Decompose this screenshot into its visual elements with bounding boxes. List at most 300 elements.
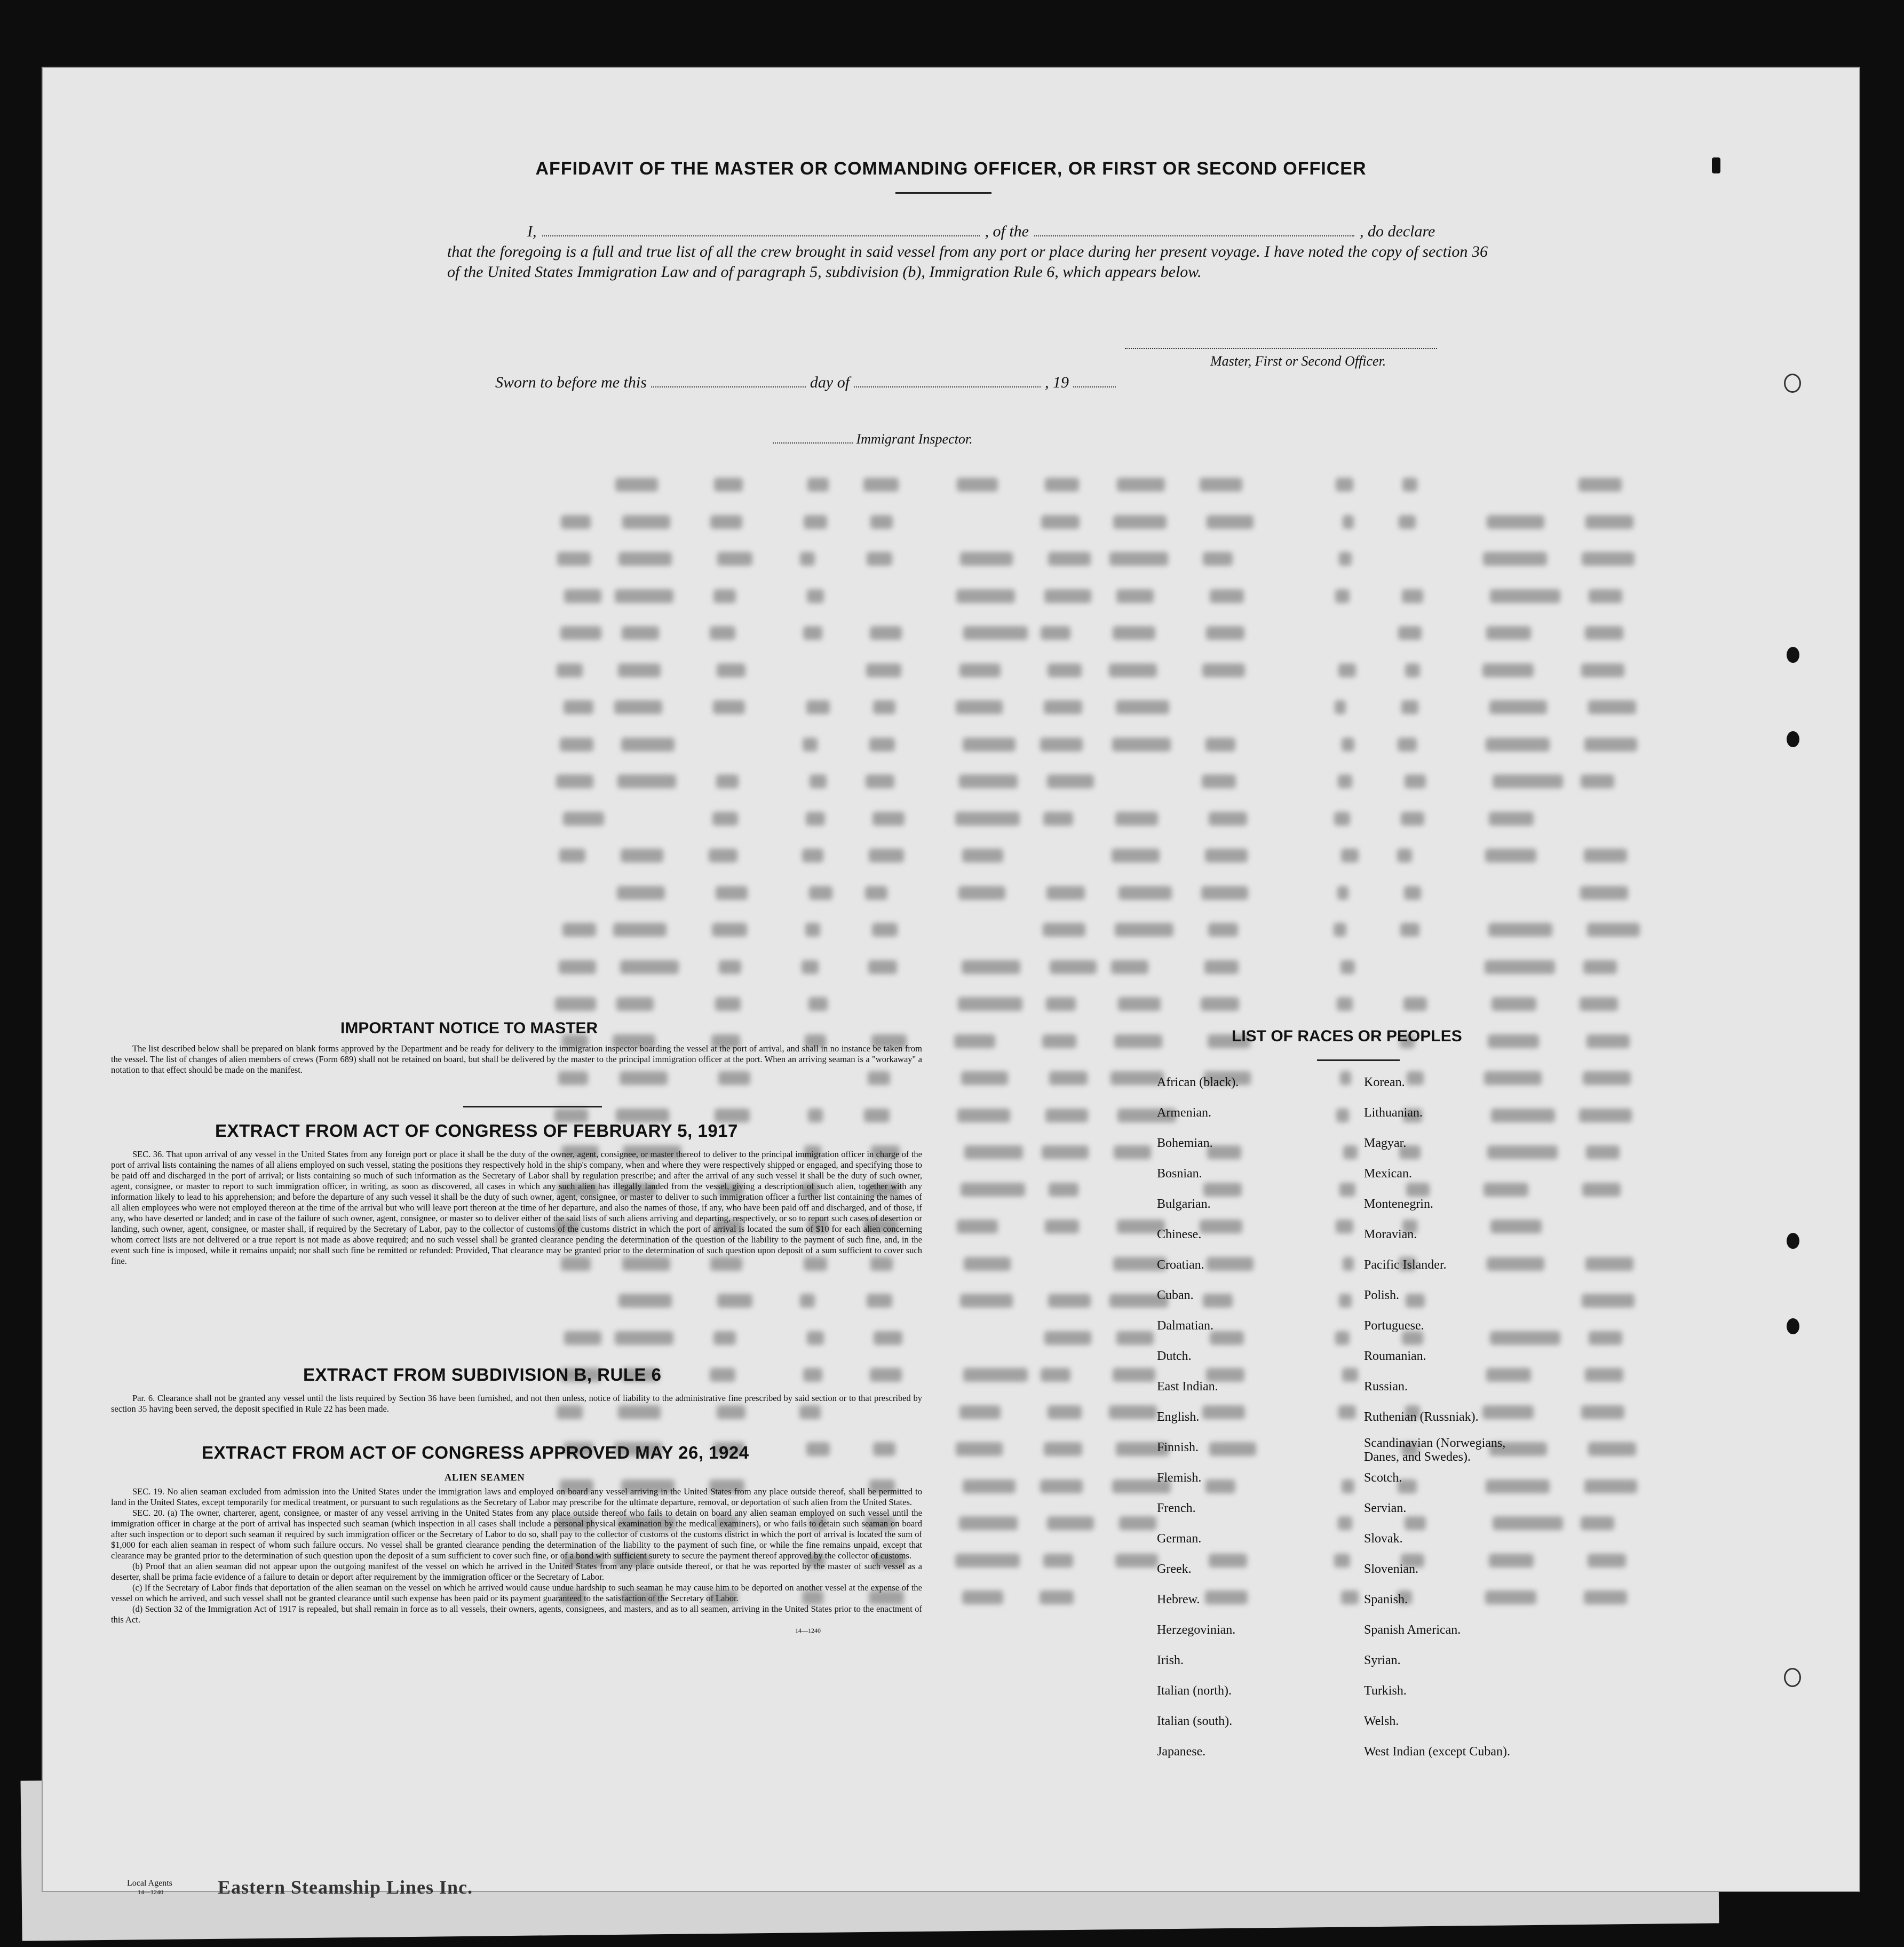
bleed-through-mark (1486, 1368, 1531, 1382)
bleed-through-mark (870, 626, 902, 640)
bleed-through-mark (808, 997, 828, 1011)
binder-hole (1787, 1233, 1799, 1249)
bleed-through-mark (963, 1368, 1028, 1382)
bleed-through-mark (1582, 1294, 1635, 1308)
bleed-through-mark (1584, 1590, 1627, 1604)
race-item: Korean. (1364, 1075, 1405, 1089)
bleed-through-mark (1584, 738, 1637, 751)
bleed-through-mark (959, 1405, 1001, 1419)
bleed-through-mark (1111, 960, 1148, 974)
bleed-through-row (501, 1368, 1685, 1385)
bleed-through-mark (1048, 552, 1091, 566)
bleed-through-mark (868, 960, 897, 974)
bleed-through-mark (559, 849, 585, 862)
bleed-through-mark (1042, 1034, 1076, 1048)
bleed-through-mark (1485, 849, 1536, 862)
bleed-through-mark (1209, 1554, 1247, 1568)
bleed-through-mark (874, 1331, 902, 1345)
bleed-through-mark (1113, 515, 1167, 529)
race-item: Hebrew. (1157, 1593, 1200, 1606)
extract-1917-text: SEC. 36. That upon arrival of any vessel in the United States from any foreign port or place it shall be the duty of the owner, agent, consignee, or master thereof to deliver to the principal immigration officer in charge of the port of arrival lists containing the names of all aliens employed on such vessel, stating the positions they respectively hold in the ship's company, when and where they were respectively shipped or engaged, and specifying those to be paid off and discharged in the port of arrival; or lists containing so much of such information as the Secretary of Labor shall by regulation prescribe; and after the arrival of any such vessel it shall be the duty of such owner, agent, consignee, or master to report to such immigration officer, in writing, as soon as discovered, all cases in which any such alien has illegally landed from the vessel, giving a description of such alien, together with any information likely to lead to his apprehension; and before the departure of any such vessel it shall be the duty of such owner, agent, consignee, or master to deliver to such immigration officer a further list containing the names of all alien employees who were not employed thereon at the time of the arrival but who will leave port thereon at the time of her departure, and also the names of those, if any, who have been paid off and discharged, and of those, if any, who have deserted or landed; and in case of the failure of such owner, agent, consignee, or master so to deliver either of the said lists of such aliens arriving and departing, respectively, or so to report such cases of desertion or landing, such owner, agent, consignee, or master shall, if required by the Secretary of Labor, pay to the collector of customs of the customs district in which the port of arrival is located the sum of $10 for each alien concerning whom correct lists are not delivered or a true report is not made as above required; and no such vessel shall be granted clearance pending the determination of the question of the liability to the payment of such fine, and, in the event such fine is imposed, while it remains unpaid; nor shall such fine be remitted or refunded: Provided, That clearance may be granted prior to the determination of such question upon deposit of a sum sufficient to cover such fine. (111, 1149, 922, 1266)
bleed-through-mark (615, 478, 658, 492)
bleed-through-mark (712, 923, 747, 937)
bleed-through-mark (963, 738, 1016, 751)
bleed-through-mark (1485, 1590, 1536, 1604)
race-item: Mexican. (1364, 1167, 1412, 1181)
affidavit-title: AFFIDAVIT OF THE MASTER OR COMMANDING OFFICER, OR FIRST OR SECOND OFFICER (535, 159, 1367, 179)
sworn-month-field[interactable] (854, 374, 1041, 387)
bleed-through-mark (1342, 738, 1354, 751)
race-item: Dalmatian. (1157, 1319, 1213, 1333)
bleed-through-row (501, 923, 1685, 940)
bleed-through-mark (1109, 663, 1157, 677)
bleed-through-mark (1405, 774, 1426, 788)
bleed-through-mark (1335, 700, 1346, 714)
bleed-through-mark (1046, 886, 1085, 900)
race-item: English. (1157, 1410, 1200, 1424)
bleed-through-mark (1588, 1554, 1626, 1568)
bleed-through-mark (1405, 1516, 1426, 1530)
bleed-through-mark (1334, 1554, 1350, 1568)
race-item: Cuban. (1157, 1288, 1194, 1302)
bleed-through-mark (1336, 1109, 1349, 1122)
bleed-through-row (501, 812, 1685, 829)
bleed-through-mark (714, 478, 743, 492)
bleed-through-mark (1202, 1405, 1245, 1419)
race-item: Lithuanian. (1364, 1106, 1423, 1120)
bleed-through-mark (1209, 1442, 1256, 1456)
bleed-through-mark (1042, 1145, 1089, 1159)
bleed-through-mark (807, 1331, 824, 1345)
bleed-through-mark (1584, 1479, 1637, 1493)
bleed-through-mark (1335, 589, 1350, 603)
bleed-through-mark (1119, 1516, 1156, 1530)
bleed-through-mark (1337, 997, 1353, 1011)
race-item: Syrian. (1364, 1653, 1401, 1667)
race-item: Ruthenian (Russniak). (1364, 1410, 1479, 1424)
bleed-through-mark (1205, 1590, 1248, 1604)
race-item: Magyar. (1364, 1136, 1407, 1150)
race-item: Spanish. (1364, 1593, 1408, 1606)
race-item: Slovenian. (1364, 1562, 1418, 1576)
bleed-through-mark (959, 663, 1001, 677)
race-item: Scotch. (1364, 1471, 1402, 1485)
race-item: Slovak. (1364, 1532, 1403, 1546)
bleed-through-mark (1210, 589, 1244, 603)
bleed-through-mark (1584, 849, 1627, 862)
race-item: Pacific Islander. (1364, 1258, 1447, 1272)
bleed-through-mark (1203, 552, 1233, 566)
bleed-through-mark (1482, 1405, 1534, 1419)
bleed-through-mark (1399, 515, 1416, 529)
bleed-through-mark (713, 1331, 736, 1345)
bleed-through-mark (1048, 1294, 1091, 1308)
bleed-through-mark (869, 849, 904, 862)
bleed-through-mark (964, 1257, 1011, 1271)
bleed-through-mark (866, 774, 894, 788)
bleed-through-mark (807, 589, 824, 603)
bleed-through-mark (1586, 1145, 1620, 1159)
signature-caption: Master, First or Second Officer. (1210, 353, 1386, 369)
race-item: Croatian. (1157, 1258, 1204, 1272)
bleed-through-mark (557, 663, 583, 677)
bleed-through-mark (873, 1442, 895, 1456)
bleed-through-mark (1335, 1331, 1350, 1345)
bleed-through-mark (1489, 700, 1547, 714)
bleed-through-mark (957, 1109, 1010, 1122)
bleed-through-mark (1046, 997, 1076, 1011)
bleed-through-mark (561, 515, 591, 529)
bleed-through-mark (556, 774, 593, 788)
notice-title: IMPORTANT NOTICE TO MASTER (340, 1019, 598, 1037)
bleed-through-mark (1489, 1554, 1534, 1568)
bleed-through-mark (963, 1479, 1016, 1493)
sworn-date-field[interactable] (651, 374, 806, 387)
race-item: African (black). (1157, 1075, 1239, 1089)
binder-ring (1784, 1668, 1801, 1687)
bleed-through-mark (1588, 700, 1636, 714)
bleed-through-mark (1581, 774, 1614, 788)
sec-19: SEC. 19. No alien seaman excluded from admission into the United States under the immigration laws and employed on board any vessel arriving in the United States from any place outside thereof, shall be permitted to land in the United States, except temporarily for medical treatment, or pursuant to such regulations as the Secretary of Labor may prescribe for the ultimate departure, removal, or deportation of such alien from the United States. (111, 1486, 922, 1507)
bleed-through-mark (1488, 923, 1552, 937)
bleed-through-mark (962, 960, 1020, 974)
bleed-through-mark (1339, 1183, 1355, 1197)
extract-1924-title: EXTRACT FROM ACT OF CONGRESS APPROVED MAY 26, 1924 (202, 1443, 749, 1462)
local-agents-label: Local Agents 14—1240 (127, 1879, 172, 1896)
bleed-through-mark (1407, 1071, 1424, 1085)
extract-1917-title: EXTRACT FROM ACT OF CONGRESS OF FEBRUARY 5, 1917 (215, 1121, 738, 1141)
bleed-through-mark (808, 1109, 823, 1122)
bleed-through-mark (1338, 663, 1356, 677)
bleed-through-mark (1585, 1257, 1633, 1271)
sec-20d: (d) Section 32 of the Immigration Act of 1917 is repealed, but shall remain in force as to all vessels, their owners, agents, consignees, and masters, and as to all seamen, arriving in the United States prior to the enactment of this Act. (111, 1604, 922, 1625)
bleed-through-mark (962, 1590, 1003, 1604)
bleed-through-mark (872, 923, 898, 937)
bleed-through-row (501, 1331, 1685, 1348)
bleed-through-mark (1204, 960, 1239, 974)
bleed-through-mark (564, 589, 601, 603)
bleed-through-mark (1118, 886, 1172, 900)
bleed-through-mark (806, 1442, 830, 1456)
race-item: French. (1157, 1501, 1196, 1515)
race-item: West Indian (except Cuban). (1364, 1745, 1510, 1759)
inspector-signature-field[interactable] (773, 433, 853, 444)
bleed-through-mark (1484, 1071, 1542, 1085)
bleed-through-row (501, 1294, 1685, 1311)
bleed-through-mark (1587, 923, 1640, 937)
bleed-through-row (501, 700, 1685, 717)
rule6-text: Par. 6. Clearance shall not be granted any vessel until the lists required by Section 36 have been furnished, and not then unless, notice of liability to the administrative fine prescribed by said section or to that prescribed by section 35 having been served, the deposit specified in Rule 22 has been made. (111, 1393, 922, 1414)
bleed-through-mark (1203, 1294, 1233, 1308)
alien-seamen-subtitle: ALIEN SEAMEN (445, 1472, 525, 1483)
bleed-through-mark (1405, 663, 1420, 677)
margin-mark (1712, 157, 1720, 173)
bleed-through-mark (717, 552, 752, 566)
bleed-through-mark (1582, 552, 1635, 566)
bleed-through-mark (1485, 960, 1555, 974)
bleed-through-mark (1583, 1071, 1631, 1085)
bleed-through-mark (800, 1294, 815, 1308)
bleed-through-mark (1040, 1590, 1074, 1604)
bleed-through-mark (1109, 1405, 1157, 1419)
bleed-through-mark (1338, 774, 1352, 788)
bleed-through-mark (1581, 1516, 1614, 1530)
sworn-year-label: , 19 (1045, 374, 1069, 391)
bleed-through-mark (1398, 738, 1417, 751)
bleed-through-mark (1580, 997, 1618, 1011)
sec-20c: (c) If the Secretary of Labor finds that deportation of the alien seaman on the vessel on which he arrived would cause undue hardship to such seaman he may cause him to be deported on another vessel at the expense of the vessel on which he arrived, and such vessel shall not be granted clearance until such expense has been paid or its payment guaranteed to the satisfaction of the Secretary of Labor. (111, 1582, 922, 1603)
signature-line[interactable] (1125, 348, 1437, 349)
bleed-through-mark (870, 1368, 902, 1382)
bleed-through-mark (1343, 515, 1354, 529)
bleed-through-row (501, 589, 1685, 606)
bleed-through-mark (1336, 1220, 1353, 1233)
bleed-through-mark (1585, 626, 1623, 640)
bleed-through-mark (1343, 1145, 1358, 1159)
bleed-through-mark (1340, 1071, 1351, 1085)
binder-hole (1787, 731, 1799, 747)
bleed-through-mark (616, 1109, 669, 1122)
inspector-line (773, 431, 973, 447)
bleed-through-mark (959, 1516, 1018, 1530)
race-item: Herzegovinian. (1157, 1623, 1236, 1637)
bleed-through-mark (621, 738, 675, 751)
declarant-name-field[interactable] (542, 223, 980, 236)
race-item: Welsh. (1364, 1714, 1399, 1728)
race-item: German. (1157, 1532, 1202, 1546)
bleed-through-mark (715, 1109, 750, 1122)
bleed-through-mark (1338, 1405, 1356, 1419)
bleed-through-mark (805, 923, 820, 937)
bleed-through-mark (1114, 1145, 1151, 1159)
bleed-through-mark (1342, 1368, 1358, 1382)
bleed-through-row (501, 849, 1685, 866)
bleed-through-mark (1114, 1034, 1162, 1048)
sworn-year-field[interactable] (1073, 374, 1116, 387)
bleed-through-mark (1579, 1109, 1632, 1122)
bleed-through-mark (806, 700, 830, 714)
bleed-through-mark (1044, 589, 1091, 603)
bleed-through-mark (1580, 886, 1628, 900)
bleed-through-row (501, 960, 1685, 977)
bleed-through-mark (956, 1442, 1003, 1456)
bleed-through-mark (1486, 1479, 1550, 1493)
bleed-through-mark (867, 1294, 892, 1308)
bleed-through-mark (1205, 1479, 1235, 1493)
bleed-through-mark (955, 1554, 1020, 1568)
bleed-through-mark (810, 774, 827, 788)
bleed-through-mark (1044, 1442, 1082, 1456)
bleed-through-mark (1489, 812, 1534, 826)
notice-rule (463, 1106, 602, 1107)
bleed-through-mark (557, 552, 591, 566)
bleed-through-mark (1041, 1368, 1070, 1382)
bleed-through-mark (717, 663, 745, 677)
bleed-through-mark (960, 552, 1013, 566)
bleed-through-mark (555, 997, 596, 1011)
race-item: Polish. (1364, 1288, 1400, 1302)
bleed-through-mark (1487, 1257, 1544, 1271)
bleed-through-mark (1041, 515, 1080, 529)
bleed-through-mark (1341, 849, 1359, 862)
race-item: Moravian. (1364, 1228, 1417, 1241)
bleed-through-mark (1112, 849, 1160, 862)
bleed-through-mark (1200, 478, 1242, 492)
bleed-through-mark (710, 1368, 735, 1382)
race-item: Turkish. (1364, 1684, 1407, 1698)
vessel-prefix: , of the (985, 223, 1029, 240)
bleed-through-mark (1578, 478, 1622, 492)
bleed-through-mark (1047, 1516, 1094, 1530)
bleed-through-mark (1117, 478, 1165, 492)
bleed-through-mark (1401, 700, 1418, 714)
bleed-through-mark (954, 1034, 995, 1048)
bleed-through-mark (1201, 886, 1248, 900)
bleed-through-mark (1205, 849, 1248, 862)
race-item: Japanese. (1157, 1745, 1206, 1759)
bleed-through-row (501, 886, 1685, 903)
bleed-through-mark (613, 923, 667, 937)
bleed-through-mark (716, 774, 739, 788)
bleed-through-mark (1118, 997, 1161, 1011)
bleed-through-mark (1336, 478, 1353, 492)
bleed-through-mark (1050, 960, 1097, 974)
bleed-through-mark (1041, 626, 1070, 640)
affidavit-body (447, 221, 1488, 282)
bleed-through-mark (1487, 515, 1544, 529)
bleed-through-mark (1402, 478, 1417, 492)
bleed-through-mark (1493, 1516, 1563, 1530)
bleed-through-mark (618, 552, 672, 566)
binder-ring (1784, 374, 1801, 393)
bleed-through-mark (800, 552, 815, 566)
bleed-through-mark (559, 960, 596, 974)
bleed-through-mark (1109, 552, 1168, 566)
bleed-through-mark (806, 812, 825, 826)
bleed-through-mark (1206, 626, 1244, 640)
bleed-through-mark (869, 738, 895, 751)
bleed-through-mark (961, 1183, 1025, 1197)
race-item: Servian. (1364, 1501, 1407, 1515)
bleed-through-mark (1398, 626, 1422, 640)
bleed-through-mark (1404, 886, 1421, 900)
bleed-through-mark (1334, 923, 1346, 937)
bleed-through-mark (1406, 1294, 1425, 1308)
race-item: Montenegrin. (1364, 1197, 1433, 1211)
bleed-through-mark (1490, 1220, 1542, 1233)
bleed-through-mark (802, 960, 819, 974)
bleed-through-mark (957, 478, 998, 492)
vessel-name-field[interactable] (1034, 223, 1354, 236)
race-item: Flemish. (1157, 1471, 1202, 1485)
bleed-through-mark (1402, 589, 1423, 603)
bleed-through-mark (1113, 1368, 1155, 1382)
bleed-through-mark (1116, 700, 1169, 714)
bleed-through-mark (1043, 812, 1073, 826)
bleed-through-mark (1116, 1331, 1154, 1345)
rule6-title: EXTRACT FROM SUBDIVISION B, RULE 6 (303, 1365, 662, 1384)
bleed-through-mark (615, 1331, 673, 1345)
bleed-through-mark (1203, 1183, 1242, 1197)
manifest-sheet (42, 67, 1860, 1898)
bleed-through-mark (615, 589, 673, 603)
race-item: Russian. (1364, 1380, 1408, 1394)
bleed-through-mark (562, 923, 596, 937)
bleed-through-mark (1581, 1405, 1624, 1419)
bleed-through-mark (617, 886, 665, 900)
bleed-through-mark (1589, 589, 1622, 603)
bleed-through-mark (1205, 738, 1235, 751)
bleed-through-mark (1397, 849, 1412, 862)
bleed-through-mark (554, 1109, 588, 1122)
bleed-through-mark (1486, 626, 1531, 640)
bleed-through-mark (960, 1294, 1013, 1308)
bleed-through-mark (863, 478, 899, 492)
bleed-through-mark (1342, 1479, 1354, 1493)
bleed-through-mark (962, 849, 1003, 862)
bleed-through-mark (1047, 774, 1094, 788)
bleed-through-mark (1209, 812, 1247, 826)
bleed-through-mark (1049, 1183, 1078, 1197)
sworn-prefix: Sworn to before me this (495, 374, 647, 391)
bleed-through-mark (1403, 997, 1427, 1011)
bleed-through-mark (865, 886, 887, 900)
notice-text: The list described below shall be prepared on blank forms approved by the Department and be ready for delivery to the immigration inspector boarding the vessel at the port of arrival, and shall in no instance be taken from the vessel. The list of changes of alien members of crews (Form 689) shall not be retained on board, but shall be delivered by the master to the principal immigration officer at the port. When an arriving seaman is a "workaway" a notation to that effect should be made on the manifest. (111, 1043, 922, 1075)
races-title: LIST OF RACES OR PEOPLES (1232, 1027, 1462, 1045)
bleed-through-mark (1585, 515, 1633, 529)
race-item: Dutch. (1157, 1349, 1192, 1363)
bleed-through-mark (1208, 923, 1238, 937)
bleed-through-mark (1040, 1479, 1083, 1493)
bleed-through-mark (1337, 886, 1348, 900)
bleed-through-mark (1338, 1516, 1352, 1530)
bleed-through-mark (803, 738, 818, 751)
race-item: Spanish American. (1364, 1623, 1461, 1637)
bleed-through-mark (564, 700, 593, 714)
bleed-through-mark (961, 1071, 1008, 1085)
bleed-through-mark (1110, 1071, 1164, 1085)
bleed-through-mark (709, 849, 737, 862)
bleed-through-mark (560, 738, 593, 751)
declaration-text: that the foregoing is a full and true list of all the crew brought in said vessel from any port or place during her present voyage. I have noted the copy of section 36 of the United States Immigration Law and of paragraph 5, subdivision (b), Immigration Rule 6, which appears below. (447, 243, 1488, 281)
bleed-through-mark (1488, 1034, 1539, 1048)
bleed-through-mark (564, 1331, 601, 1345)
bleed-through-mark (1588, 1442, 1636, 1456)
bleed-through-mark (956, 700, 1003, 714)
bleed-through-mark (1493, 774, 1563, 788)
bleed-through-mark (1339, 1294, 1352, 1308)
bleed-through-mark (864, 1109, 890, 1122)
binder-hole (1787, 647, 1799, 663)
bleed-through-mark (1490, 1331, 1560, 1345)
bleed-through-mark (618, 1294, 672, 1308)
bleed-through-mark (870, 515, 893, 529)
bleed-through-mark (1334, 812, 1350, 826)
bleed-through-mark (563, 812, 604, 826)
bleed-through-mark (1115, 923, 1173, 937)
bleed-through-mark (1486, 738, 1550, 751)
bleed-through-mark (1115, 812, 1158, 826)
races-rule (1317, 1059, 1400, 1061)
bleed-through-mark (959, 774, 1018, 788)
bleed-through-mark (1343, 1257, 1354, 1271)
race-item: Bohemian. (1157, 1136, 1213, 1150)
bleed-through-mark (717, 1294, 752, 1308)
race-item: Roumanian. (1364, 1349, 1426, 1363)
bleed-through-mark (866, 663, 901, 677)
company-name: Eastern Steamship Lines Inc. (218, 1877, 473, 1898)
inspector-caption: Immigrant Inspector. (856, 431, 973, 447)
